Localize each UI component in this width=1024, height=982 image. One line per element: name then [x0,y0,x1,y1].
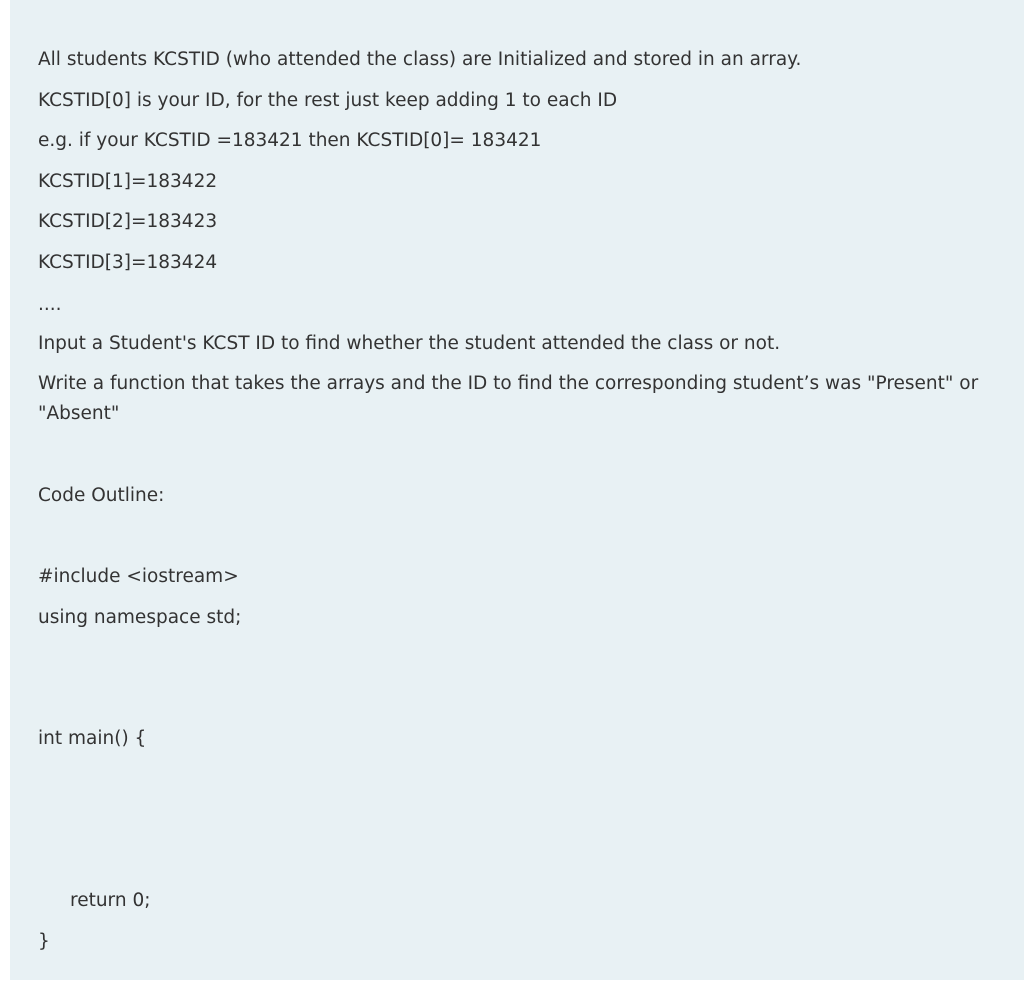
function-instruction: Write a function that takes the arrays and the ID to find the corresponding student’s was "Present" or "Absent" [38,373,979,424]
code-include: #include <iostream> [38,566,239,587]
code-main-open: int main() { [38,728,147,749]
id-rule-text: KCSTID[0] is your ID, for the rest just keep adding 1 to each ID [38,90,618,111]
code-return: return 0; [70,890,151,911]
code-using: using namespace std; [38,607,242,628]
code-outline-heading: Code Outline: [38,485,165,506]
intro-text: All students KCSTID (who attended the class) are Initialized and stored in an array. [38,49,802,70]
ellipsis: .... [38,294,62,315]
example-text: e.g. if your KCSTID =183421 then KCSTID[0]= 183421 [38,130,542,151]
code-main-close: } [38,931,50,952]
input-instruction: Input a Student's KCST ID to find whether the student attended the class or not. [38,333,781,354]
id-example-1: KCSTID[1]=183422 [38,171,218,192]
question-panel [10,0,1024,980]
id-example-3: KCSTID[3]=183424 [38,252,218,273]
id-example-2: KCSTID[2]=183423 [38,211,218,232]
